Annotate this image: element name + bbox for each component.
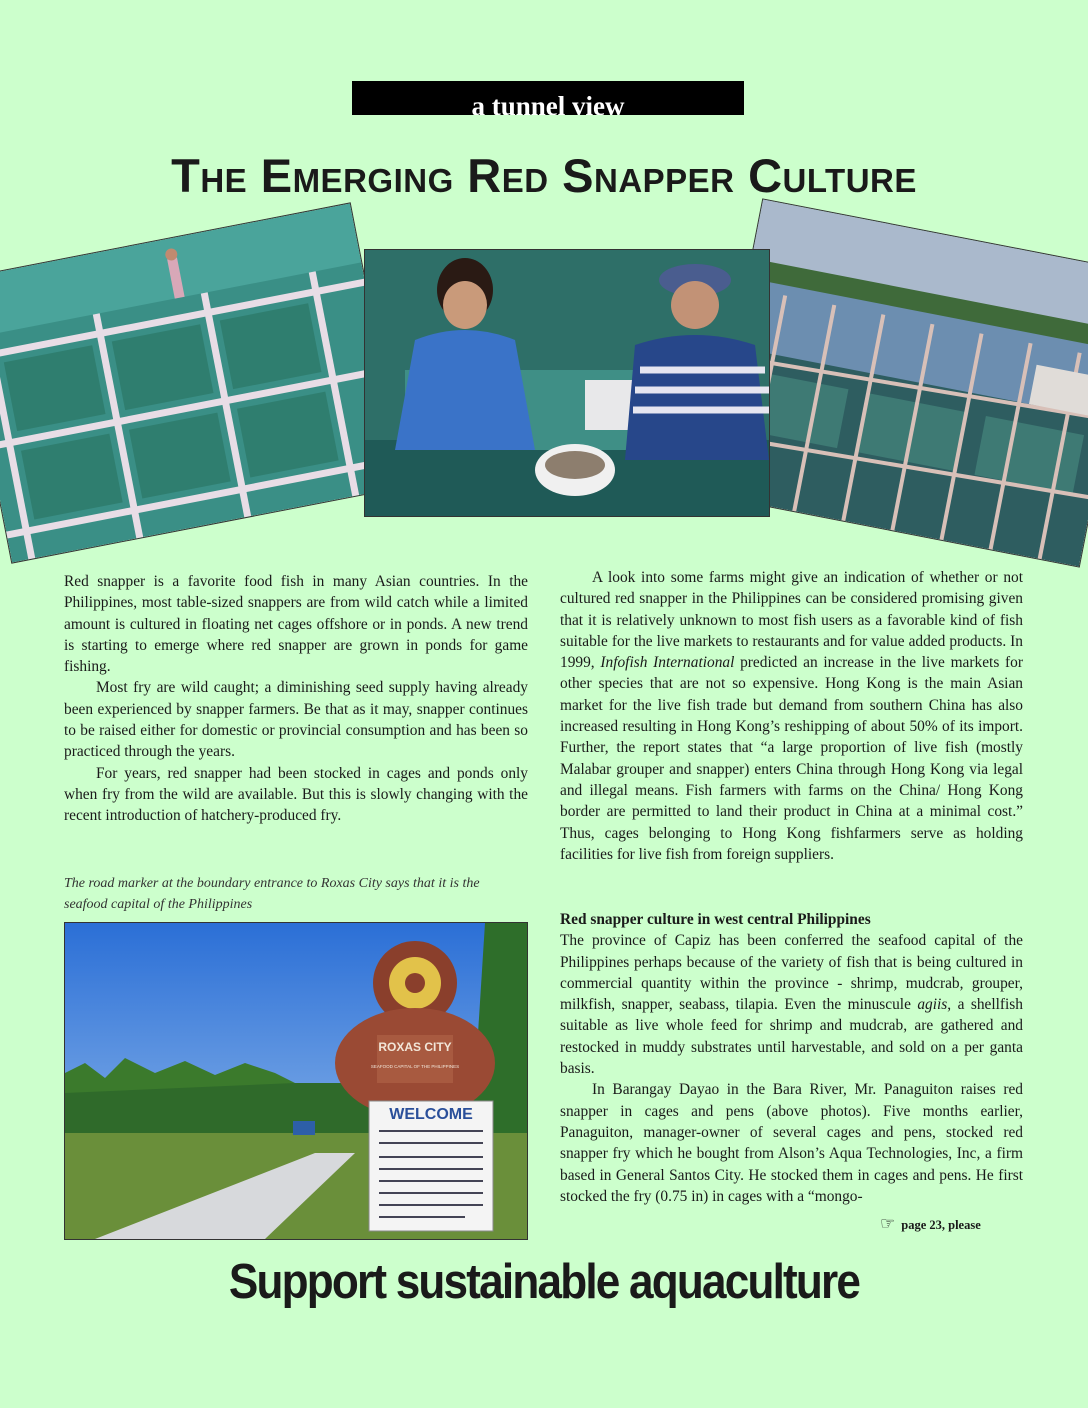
section-subhead: Red snapper culture in west central Philippines bbox=[560, 911, 871, 928]
body-paragraph: The province of Capiz has been conferred the seafood capital of the Philippines perhaps because of the variety of fish that is being cultured in commercial quantity within the province - shrimp, mudcrab, grouper, milkfish, snapper, seabass, tilapia. Even the minuscule agiis, a shellfish suitable as live whole feed for shrimp and mudcrab, are gathered and restocked in muddy substrates until harvestable, and sold on a per ganta basis. bbox=[560, 932, 1023, 1078]
farmers-with-fish-photo bbox=[364, 249, 770, 517]
section-kicker: a tunnel view bbox=[352, 81, 744, 115]
body-paragraph: Red snapper is a favorite food fish in many Asian countries. In the Philippines, most table-sized snappers are from wild catch while a limited amount is cultured in floating net cages offshore or in ponds. A new trend is starting to emerge where red snapper are grown in ponds for game fishing. bbox=[64, 573, 528, 676]
body-paragraph: In Barangay Dayao in the Bara River, Mr. Panaguiton raises red snapper in cages and pens (above photos). Five months earlier, Panaguiton, manager-owner of several cages and pens, stocked red snapper fry which he bought from Alson’s Aqua Technologies, Inc, a firm based in General Santos City. He stocked them in cages and pens. He first stocked the fry (0.75 in) in cages with a “mongo- bbox=[560, 1081, 1023, 1205]
body-paragraph: Most fry are wild caught; a diminishing seed supply having already been experienced by snapper farmers. Be that as it may, snapper continues to be raised either for domestic or provincial consumption and has been so practiced through the years. bbox=[64, 679, 528, 761]
right-column-bottom bbox=[560, 909, 1023, 1207]
fish-cages-photo-left bbox=[0, 202, 406, 563]
continued-on-page[interactable] bbox=[880, 1214, 981, 1234]
body-paragraph: A look into some farms might give an indication of whether or not cultured red snapper in the Philippines can be considered promising given that it is relatively unknown to most fish users as a favorable kind of fish suitable for the live markets to restaurants and for value added products. In 1999, Infofish International predicted an increase in the live markets for other species that are not so expensive. Hong Kong is the main Asian market for the live fish trade but demand from southern China has also increased resulting in Hong Kong’s reshipping of about 50% of its import. Further, the report states that “a large proportion of live fish (mostly Malabar grouper and snapper) enters China through Hong Kong via legal and illegal means. Fish farmers with farms on the China/ Hong Kong border are permitted to land their product in China at a minimal cost.” Thus, cages belonging to Hong Kong fishfarmers serve as holding facilities for live fish from foreign suppliers. bbox=[560, 569, 1023, 863]
roxas-city-sign-photo bbox=[64, 922, 528, 1240]
photo-caption: The road marker at the boundary entrance to Roxas City says that it is the seafood capital of the Philippines bbox=[64, 876, 480, 912]
footer-slogan: Support sustainable aquaculture bbox=[228, 1255, 860, 1309]
publication-name: Infofish International bbox=[600, 654, 735, 672]
left-column bbox=[64, 571, 528, 827]
sign-city-name: ROXAS CITY bbox=[378, 1040, 452, 1054]
pointing-hand-icon: ☞ bbox=[880, 1214, 896, 1233]
continued-text: page 23, please bbox=[901, 1218, 981, 1232]
body-paragraph: For years, red snapper had been stocked in cages and ponds only when fry from the wild are available. But this is slowly changing with the recent introduction of hatchery-produced fry. bbox=[64, 764, 528, 825]
sign-tagline: SEAFOOD CAPITAL OF THE PHILIPPINES bbox=[370, 1064, 460, 1069]
species-name: agiis bbox=[917, 996, 948, 1014]
right-column-top bbox=[560, 567, 1023, 865]
article-title: The Emerging Red Snapper Culture bbox=[171, 149, 917, 202]
sign-welcome: WELCOME bbox=[389, 1106, 473, 1123]
